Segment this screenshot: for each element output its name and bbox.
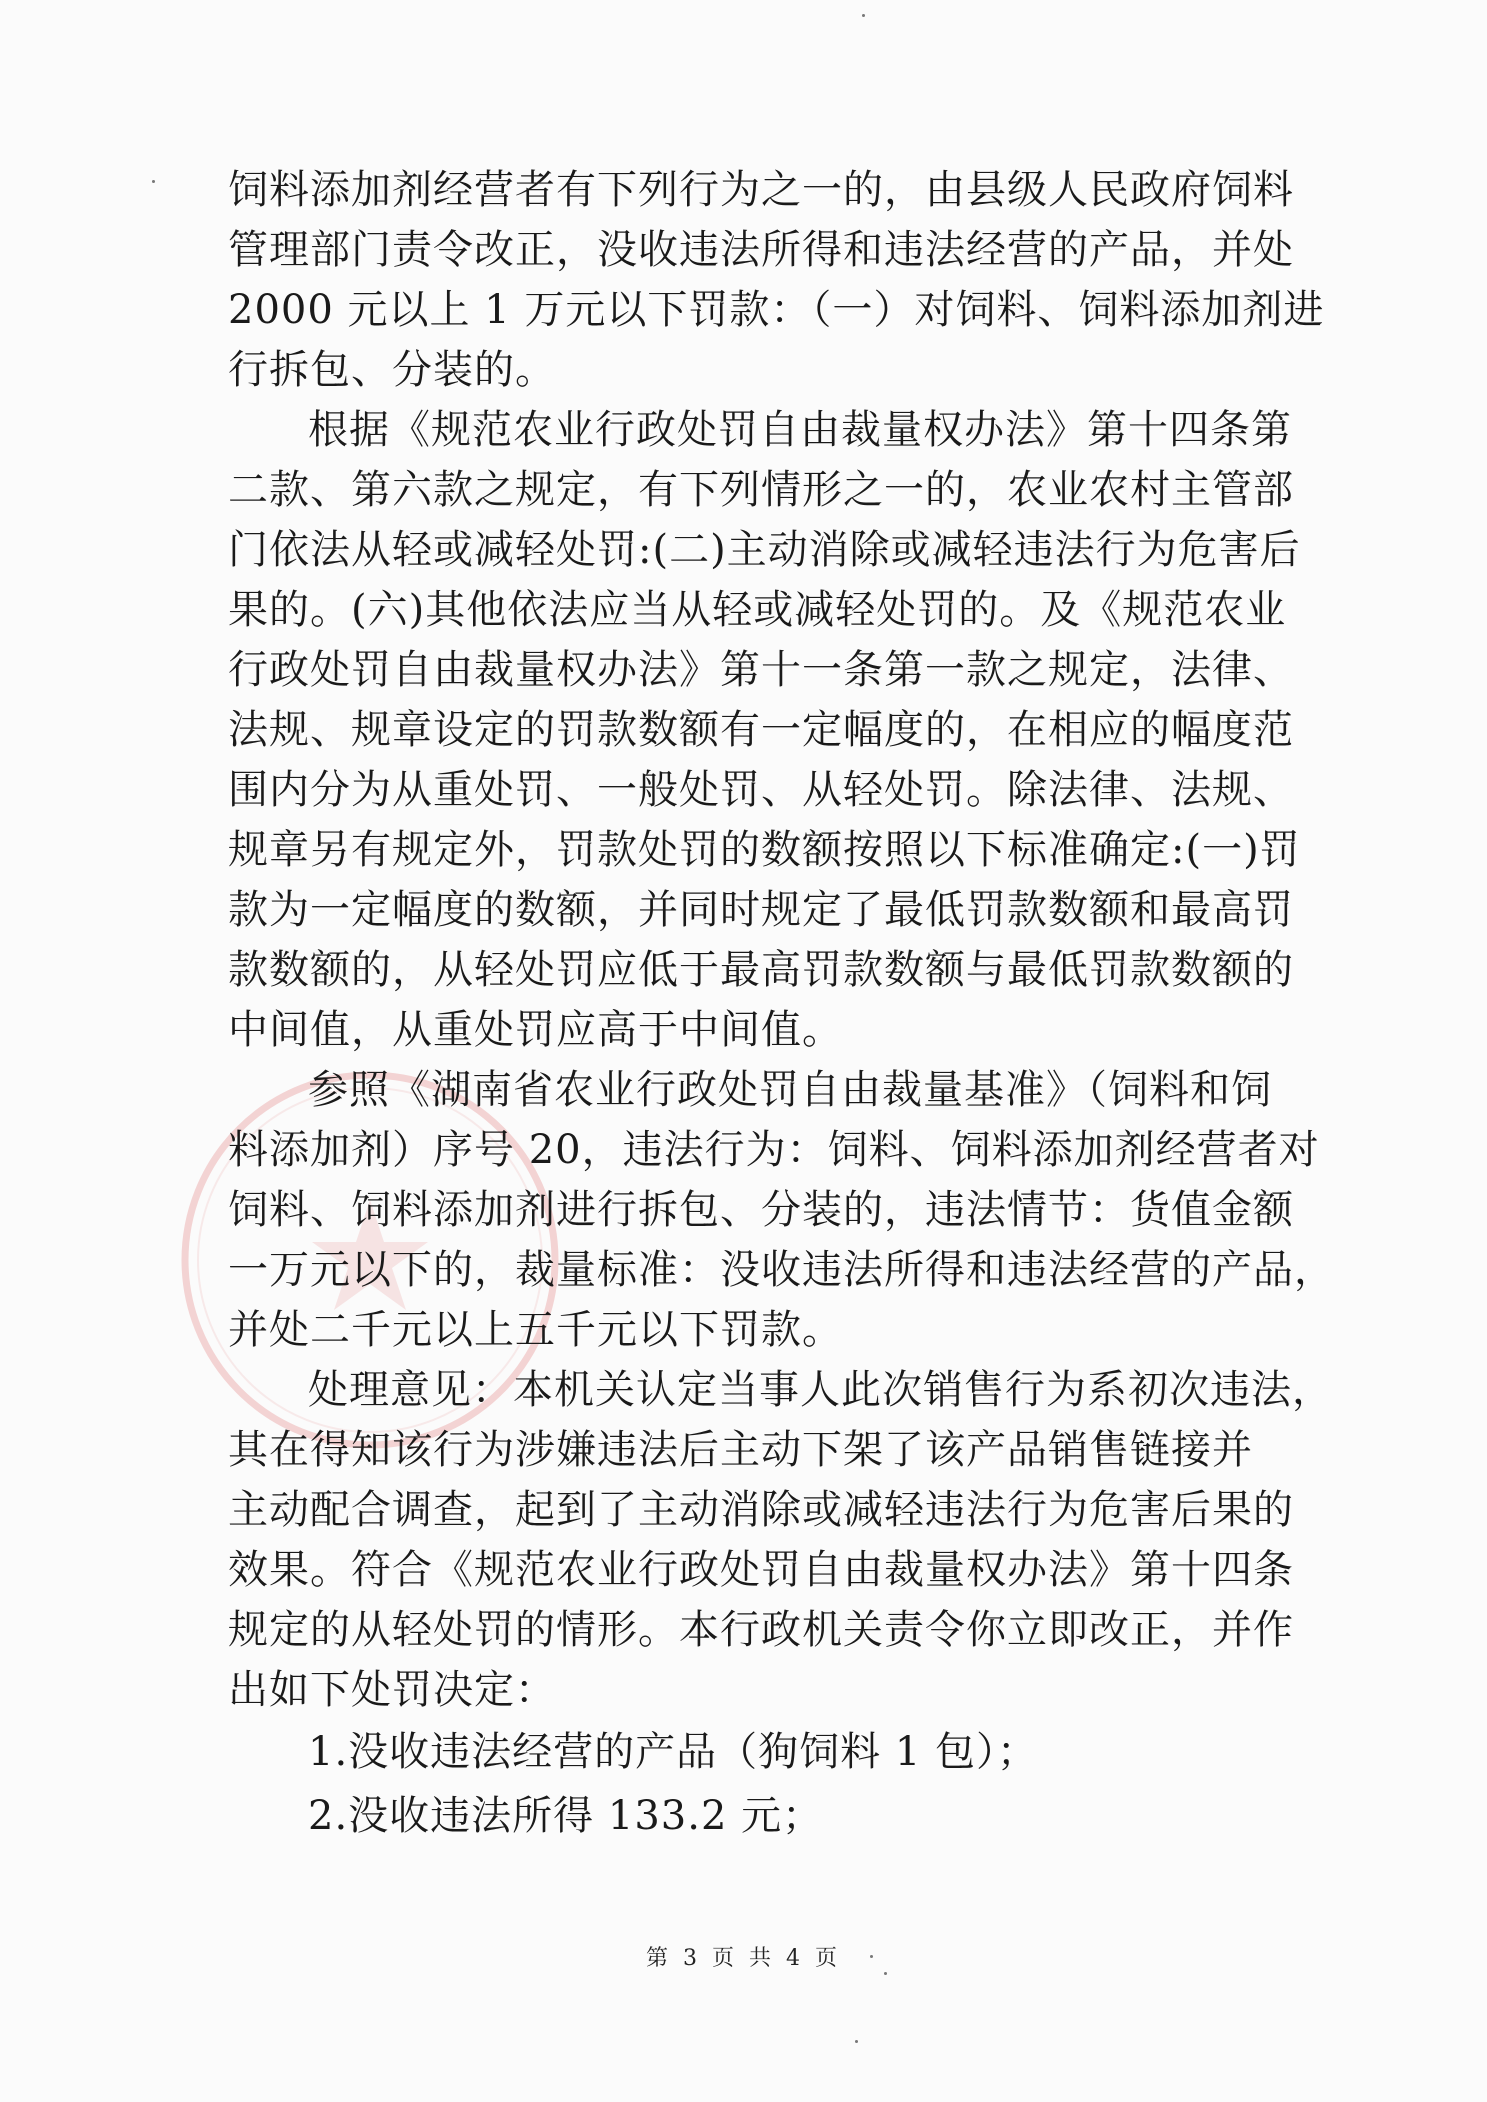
text-line: 法规、规章设定的罚款数额有一定幅度的，在相应的幅度范 [228, 707, 1294, 753]
text-line: 处理意见：本机关认定当事人此次销售行为系初次违法， [308, 1367, 1333, 1413]
text-line: 一万元以下的，裁量标准：没收违法所得和违法经营的产品， [228, 1247, 1335, 1293]
page-number: 第 3 页 共 4 页 [646, 1946, 841, 1971]
text-line: 管理部门责令改正，没收违法所得和违法经营的产品，并处 [228, 227, 1294, 273]
text-line: 饲料添加剂经营者有下列行为之一的，由县级人民政府饲料 [228, 167, 1294, 213]
scan-speck [862, 14, 865, 17]
text-line: 款为一定幅度的数额，并同时规定了最低罚款数额和最高罚 [228, 887, 1294, 933]
text-line: 参照《湖南省农业行政处罚自由裁量基准》（饲料和饲 [308, 1067, 1272, 1113]
text-line: 主动配合调查，起到了主动消除或减轻违法行为危害后果的 [228, 1487, 1294, 1533]
text-line: 根据《规范农业行政处罚自由裁量权办法》第十四条第 [308, 407, 1292, 453]
text-line: 效果。符合《规范农业行政处罚自由裁量权办法》第十四条 [228, 1547, 1294, 1593]
text-line: 果的。(六)其他依法应当从轻或减轻处罚的。及《规范农业 [228, 587, 1287, 633]
text-line: 规定的从轻处罚的情形。本行政机关责令你立即改正，并作 [228, 1607, 1294, 1653]
text-line: 并处二千元以上五千元以下罚款。 [228, 1307, 843, 1353]
text-line: 款数额的，从轻处罚应低于最高罚款数额与最低罚款数额的 [228, 947, 1294, 993]
text-line: 门依法从轻或减轻处罚:(二)主动消除或减轻违法行为危害后 [228, 527, 1301, 573]
text-line: 其在得知该行为涉嫌违法后主动下架了该产品销售链接并 [228, 1427, 1253, 1473]
text-line: 行拆包、分装的。 [228, 347, 556, 393]
list-item: 2.没收违法所得 133.2 元； [308, 1793, 824, 1839]
text-line: 出如下处罚决定： [228, 1667, 556, 1713]
text-line: 中间值，从重处罚应高于中间值。 [228, 1007, 843, 1053]
list-item: 1.没收违法经营的产品（狗饲料 1 包）； [308, 1729, 1039, 1775]
text-line: 2000 元以上 1 万元以下罚款：（一）对饲料、饲料添加剂进 [228, 287, 1325, 333]
text-line: 料添加剂）序号 20，违法行为：饲料、饲料添加剂经营者对 [228, 1127, 1320, 1173]
scan-speck [855, 2040, 858, 2043]
text-line: 规章另有规定外，罚款处罚的数额按照以下标准确定:(一)罚 [228, 827, 1301, 873]
text-line: 围内分为从重处罚、一般处罚、从轻处罚。除法律、法规、 [228, 767, 1294, 813]
scan-speck [152, 180, 155, 183]
text-line: 二款、第六款之规定，有下列情形之一的，农业农村主管部 [228, 467, 1294, 513]
scan-speck [884, 1972, 887, 1975]
text-line: 行政处罚自由裁量权办法》第十一条第一款之规定，法律、 [228, 647, 1294, 693]
text-line: 饲料、饲料添加剂进行拆包、分装的，违法情节：货值金额 [228, 1187, 1294, 1233]
document-body [228, 160, 1335, 1848]
scan-speck [870, 1955, 873, 1958]
